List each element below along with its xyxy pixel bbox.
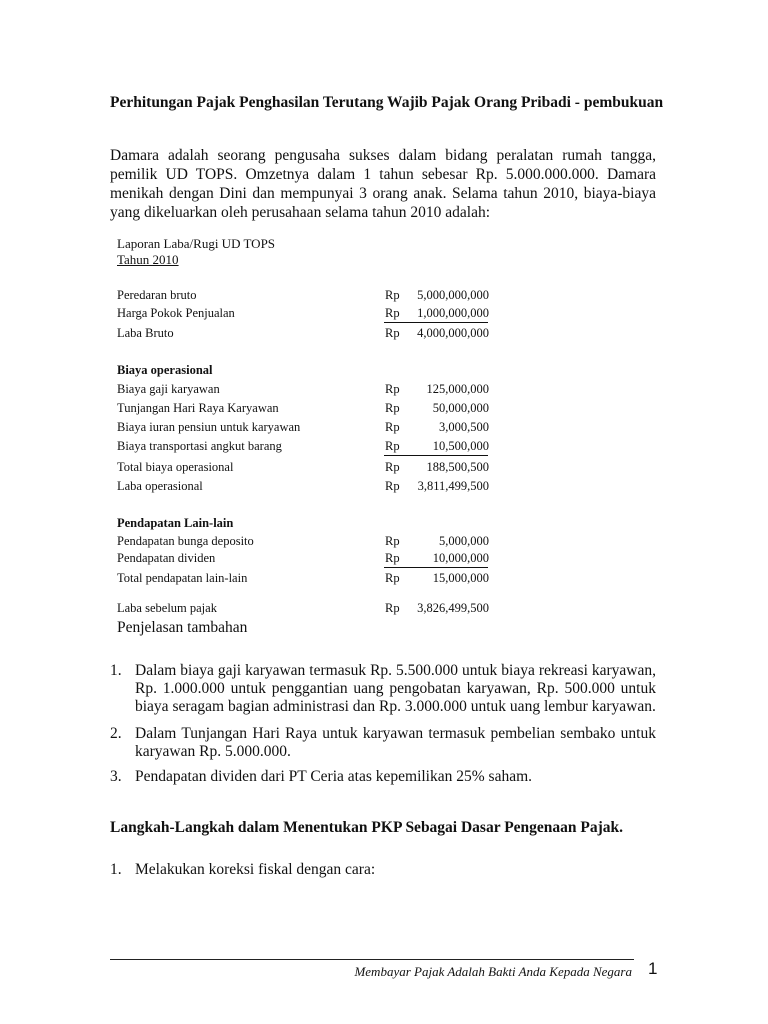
currency-label: Rp <box>385 460 400 474</box>
note-text: Dalam biaya gaji karyawan termasuk Rp. 5.500.000 untuk biaya rekreasi karyawan, Rp. 1.000.000 untuk penggantian uang pengobatan karyawan, Rp. 500.000 untuk biaya seragam bagian administrasi dan Rp. 3.000.000 untuk uang lembur karyawan. <box>135 662 656 715</box>
currency-label: Rp <box>385 534 400 548</box>
report-header <box>117 236 275 268</box>
note-item <box>110 662 656 716</box>
row-label: Total pendapatan lain-lain <box>117 571 248 585</box>
currency-label: Rp <box>385 401 400 415</box>
row-amount: 5,000,000,000 <box>417 288 489 302</box>
subtotal-rule <box>384 322 488 323</box>
report-row <box>117 479 489 494</box>
section-heading <box>117 516 489 531</box>
row-amount: 4,000,000,000 <box>417 326 489 340</box>
row-amount: 3,000,500 <box>439 420 489 434</box>
note-text: Pendapatan dividen dari PT Ceria atas kepemilikan 25% saham. <box>135 768 533 785</box>
report-year: Tahun 2010 <box>117 252 179 267</box>
steps-heading: Langkah-Langkah dalam Menentukan PKP Sebagai Dasar Pengenaan Pajak. <box>110 819 624 836</box>
report-heading: Laporan Laba/Rugi UD TOPS <box>117 236 276 251</box>
section-label: Biaya operasional <box>117 363 213 377</box>
row-amount: 3,826,499,500 <box>417 601 489 615</box>
report-row <box>117 382 489 397</box>
note-number: 2. <box>110 725 122 742</box>
row-amount: 125,000,000 <box>426 382 489 396</box>
currency-label: Rp <box>385 420 400 434</box>
row-amount: 188,500,500 <box>426 460 489 474</box>
report-row <box>117 439 489 454</box>
footer-divider <box>110 959 634 960</box>
row-label: Harga Pokok Penjualan <box>117 306 235 320</box>
step-text: Melakukan koreksi fiskal dengan cara: <box>135 861 376 878</box>
row-label: Total biaya operasional <box>117 460 234 474</box>
currency-label: Rp <box>385 439 400 453</box>
currency-label: Rp <box>385 306 400 320</box>
report-row <box>117 306 489 321</box>
row-label: Laba Bruto <box>117 326 174 340</box>
row-label: Pendapatan dividen <box>117 551 216 565</box>
row-label: Biaya iuran pensiun untuk karyawan <box>117 420 301 434</box>
currency-label: Rp <box>385 382 400 396</box>
currency-label: Rp <box>385 551 400 565</box>
document-title: Perhitungan Pajak Penghasilan Terutang Wajib Pajak Orang Pribadi - pembukuan <box>110 94 664 111</box>
footer-motto: Membayar Pajak Adalah Bakti Anda Kepada Negara <box>354 964 632 979</box>
note-number: 3. <box>110 768 122 785</box>
row-label: Peredaran bruto <box>117 288 197 302</box>
report-row <box>117 326 489 341</box>
row-amount: 10,500,000 <box>432 439 489 453</box>
report-row <box>117 551 489 566</box>
section-heading <box>117 363 489 378</box>
row-label: Pendapatan bunga deposito <box>117 534 254 548</box>
report-row <box>117 420 489 435</box>
report-row <box>117 534 489 549</box>
explanation-heading: Penjelasan tambahan <box>117 619 248 636</box>
row-amount: 3,811,499,500 <box>417 479 489 493</box>
row-amount: 15,000,000 <box>432 571 489 585</box>
note-item <box>110 725 656 761</box>
note-text: Dalam Tunjangan Hari Raya untuk karyawan termasuk pembelian sembako untuk karyawan Rp. 5.000.000. <box>135 725 656 760</box>
section-label: Pendapatan Lain-lain <box>117 516 234 530</box>
report-row <box>117 460 489 475</box>
page-number: 1 <box>648 959 658 978</box>
subtotal-rule <box>384 455 488 456</box>
report-row <box>117 571 489 586</box>
row-label: Biaya transportasi angkut barang <box>117 439 282 453</box>
currency-label: Rp <box>385 288 400 302</box>
report-row <box>117 601 489 616</box>
note-item <box>110 768 656 786</box>
step-number: 1. <box>110 861 122 878</box>
currency-label: Rp <box>385 601 400 615</box>
row-amount: 50,000,000 <box>432 401 489 415</box>
step-item <box>110 860 375 879</box>
report-row <box>117 401 489 416</box>
row-amount: 1,000,000,000 <box>417 306 489 320</box>
subtotal-rule <box>384 567 488 568</box>
row-label: Tunjangan Hari Raya Karyawan <box>117 401 279 415</box>
row-amount: 5,000,000 <box>439 534 489 548</box>
report-row <box>117 288 489 303</box>
currency-label: Rp <box>385 571 400 585</box>
note-number: 1. <box>110 662 122 679</box>
currency-label: Rp <box>385 326 400 340</box>
row-label: Biaya gaji karyawan <box>117 382 220 396</box>
row-label: Laba sebelum pajak <box>117 601 217 615</box>
intro-paragraph: Damara adalah seorang pengusaha sukses dalam bidang peralatan rumah tangga, pemilik UD TOPS. Omzetnya dalam 1 tahun sebesar Rp. 5.000.000.000. Damara menikah dengan Dini dan mempunyai 3 orang anak. Selama tahun 2010, biaya-biaya yang dikeluarkan oleh perusahaan selama tahun 2010 adalah: <box>110 147 656 221</box>
row-label: Laba operasional <box>117 479 203 493</box>
currency-label: Rp <box>385 479 400 493</box>
row-amount: 10,000,000 <box>432 551 489 565</box>
